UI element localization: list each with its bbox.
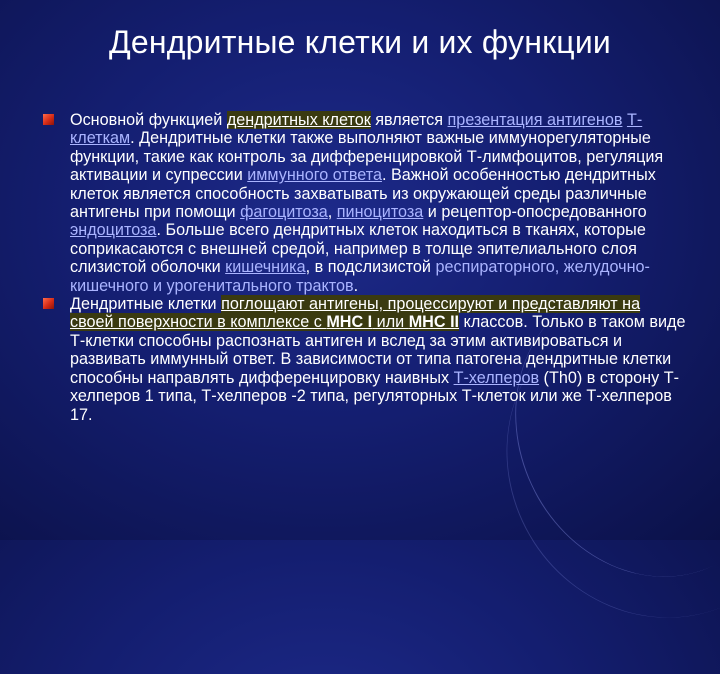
text-run: Дендритные клетки [70, 295, 222, 314]
text-run: (Th0) в сторону Т-хелперов 1 типа, Т-хелперов -2 типа, регуляторных Т-клеток или же Т-хелперов 17. [70, 368, 679, 424]
bullet-paragraph-1 [70, 111, 688, 295]
tracts-text: респираторного, желудочно-кишечного и урогенитального трактов [70, 258, 650, 295]
slide-body [70, 111, 688, 424]
link-antigen-presentation[interactable]: презентация антигенов [447, 111, 623, 129]
text-run: , [327, 203, 337, 222]
link-dendritic-cells[interactable]: дендритных клеток [226, 111, 371, 129]
text-run: . Больше всего дендритных клеток находиться в тканях, которые соприкасаются с внешней средой, например в толще эпителиального слоя слизистой оболочки [70, 221, 646, 277]
text-run: . Дендритные клетки также выполняют важные иммунорегуляторные функции, такие как контроль за дифференцировкой Т-лимфоцитов, регуляция активации и супрессии [70, 129, 664, 185]
link-intestine[interactable]: кишечника [225, 258, 306, 277]
highlight-mhc-ii: MHC II [408, 313, 460, 332]
text-run: . Важной особенностью дендритных клеток является способность захватывать из окружающей среды различные антигены при помощи [70, 166, 656, 222]
text-run: и рецептор-опосредованного [423, 203, 647, 222]
square-bullet-icon [43, 114, 54, 125]
text-run: , в подслизистой [305, 258, 436, 277]
link-endocytosis[interactable]: эндоцитоза [70, 221, 157, 240]
link-t-helpers[interactable]: Т-хелперов [453, 368, 540, 387]
highlight-or: или [372, 313, 409, 332]
bullet-paragraph-2 [70, 295, 688, 424]
link-pinocytosis[interactable]: пиноцитоза [336, 203, 424, 222]
link-phagocytosis[interactable]: фагоцитоза [240, 203, 328, 222]
link-immune-response[interactable]: иммунного ответа [247, 166, 382, 185]
text-run: . [353, 276, 359, 295]
text-run: классов. Только в таком виде Т-клетки способны распознать антиген и вслед за этим активироваться и развивать иммунный ответ. В зависимости от типа патогена дендритные клетки способны направлять дифференцировку наивных [70, 313, 686, 387]
slide-title: Дендритные клетки и их функции [109, 24, 611, 60]
square-bullet-icon [43, 298, 54, 309]
highlight-antigen-processing: поглощают антигены, процессируют и представляют на своей поверхности в комплексе с [70, 295, 641, 332]
link-t-cells[interactable]: Т-клеткам [70, 111, 643, 148]
text-run: является [370, 111, 448, 129]
highlight-mhc-i: MHC I [326, 313, 373, 332]
text-run: Основной функцией [70, 111, 227, 129]
